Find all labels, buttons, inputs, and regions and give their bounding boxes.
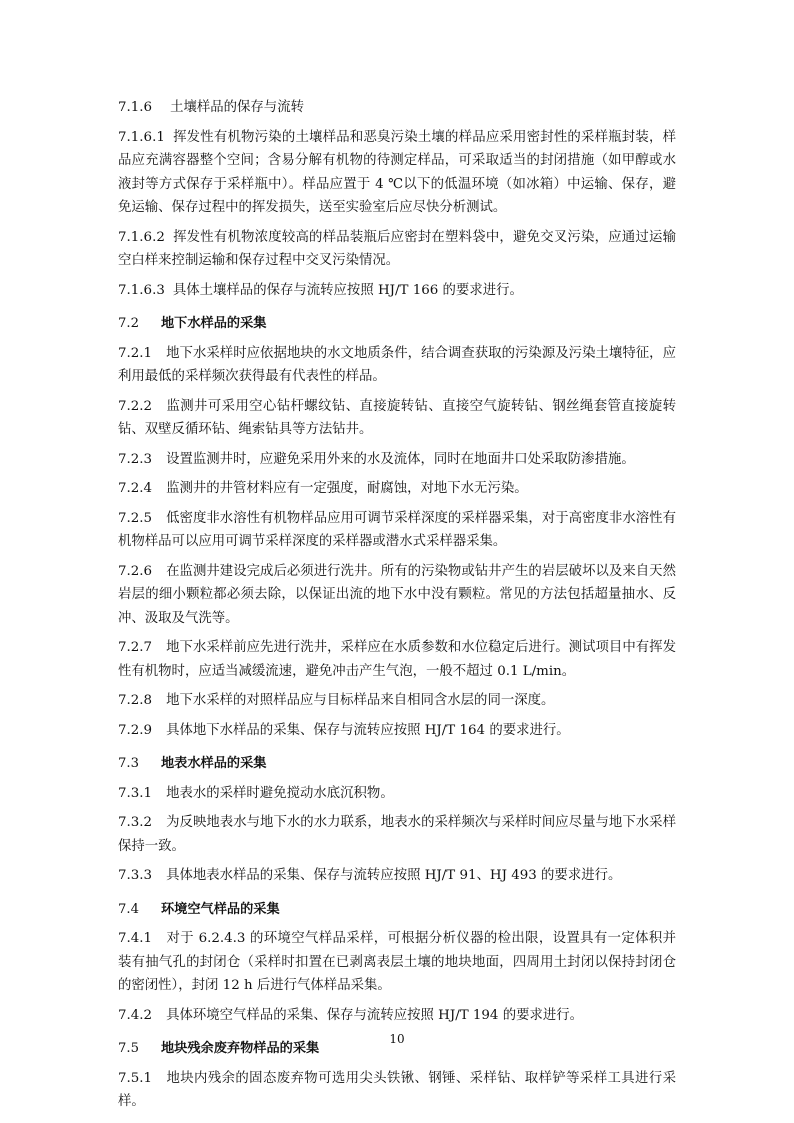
clause-number: 7.2.1 <box>118 345 153 361</box>
clause-text: 低密度非水溶性有机物样品应用可调节采样深度的采样器采集，对于高密度非水溶性有机物样品可以应用可调节采样深度的采样器或潜水式采样器采集。 <box>118 510 676 549</box>
clause-7-2-7 <box>118 636 676 683</box>
clause-text: 地下水采样的对照样品应与目标样品来自相同含水层的同一深度。 <box>166 693 555 708</box>
heading-7-4 <box>118 898 676 922</box>
clause-7-4-2 <box>118 1004 676 1028</box>
clause-number: 7.2.4 <box>118 481 153 496</box>
heading-number: 7.5 <box>118 1041 139 1056</box>
clause-text: 具体地表水样品的采集、保存与流转应按照 HJ/T 91、HJ 493 的要求进行。 <box>166 868 622 883</box>
section-7-1-6 <box>118 96 676 120</box>
section-title: 土壤样品的保存与流转 <box>170 100 304 115</box>
clause-number: 7.2.6 <box>118 563 153 579</box>
clause-number: 7.1.6.1 <box>118 129 165 145</box>
heading-text: 地块残余废弃物样品的采集 <box>160 1041 320 1056</box>
section-number: 7.1.6 <box>118 100 153 115</box>
document-page <box>118 96 676 1120</box>
clause-number: 7.3.2 <box>118 815 153 830</box>
clause-number: 7.4.2 <box>118 1007 153 1023</box>
clause-7-5-1 <box>118 1067 676 1114</box>
heading-number: 7.2 <box>118 316 139 331</box>
clause-7-2-4 <box>118 477 676 501</box>
clause-7-2-6 <box>118 560 676 631</box>
clause-text: 监测井的井管材料应有一定强度，耐腐蚀，对地下水无污染。 <box>166 481 528 496</box>
clause-number: 7.1.6.3 <box>118 282 165 298</box>
clause-7-3-2 <box>118 811 676 858</box>
heading-7-3 <box>118 752 676 776</box>
clause-7-3-1 <box>118 782 676 806</box>
clause-text: 具体土壤样品的保存与流转应按照 HJ/T 166 的要求进行。 <box>172 282 523 298</box>
clause-text: 具体环境空气样品的采集、保存与流转应按照 HJ/T 194 的要求进行。 <box>166 1007 584 1023</box>
clause-number: 7.2.5 <box>118 510 153 526</box>
clause-text: 地块内残余的固态废弃物可选用尖头铁锹、钢锤、采样钻、取样铲等采样工具进行采样。 <box>118 1070 676 1109</box>
clause-text: 为反映地表水与地下水的水力联系，地表水的采样频次与采样时间应尽量与地下水采样保持一致。 <box>118 815 676 854</box>
clause-number: 7.2.9 <box>118 722 153 738</box>
clause-text: 在监测井建设完成后必须进行洗井。所有的污染物或钻井产生的岩层破坏以及来自天然岩层的细小颗粒都必须去除，以保证出流的地下水中没有颗粒。常见的方法包括超量抽水、反冲、汲取及气洗等。 <box>118 563 676 626</box>
clause-7-1-6-3 <box>118 279 676 303</box>
clause-text: 地表水的采样时避免搅动水底沉积物。 <box>166 785 394 801</box>
clause-text: 挥发性有机物浓度较高的样品装瓶后应密封在塑料袋中，避免交叉污染，应通过运输空白样来控制运输和保存过程中交叉污染情况。 <box>118 229 676 268</box>
clause-number: 7.3.3 <box>118 868 153 883</box>
clause-7-2-3 <box>118 448 676 472</box>
clause-7-2-1 <box>118 342 676 389</box>
clause-text: 地下水采样时应依据地块的水文地质条件，结合调查获取的污染源及污染土壤特征，应利用最低的采样频次获得最有代表性的样品。 <box>118 345 676 384</box>
clause-7-4-1 <box>118 927 676 998</box>
heading-text: 地表水样品的采集 <box>160 756 267 771</box>
clause-7-1-6-1 <box>118 126 676 220</box>
clause-text: 对于 6.2.4.3 的环境空气样品采样，可根据分析仪器的检出限，设置具有一定体积并装有抽气孔的封闭仓（采样时扣置在已剥离表层土壤的地块地面，四周用土封闭以保持封闭仓的密闭性），封闭 12 h 后进行气体样品采集。 <box>118 931 676 993</box>
clause-text: 监测井可采用空心钻杆螺纹钻、直接旋转钻、直接空气旋转钻、钢丝绳套管直接旋转钻、双壁反循环钻、绳索钻具等方法钻井。 <box>118 398 676 437</box>
clause-text: 具体地下水样品的采集、保存与流转应按照 HJ/T 164 的要求进行。 <box>166 722 570 738</box>
clause-number: 7.2.7 <box>118 640 153 655</box>
clause-7-1-6-2 <box>118 226 676 273</box>
clause-7-2-2 <box>118 395 676 442</box>
heading-7-2 <box>118 312 676 336</box>
clause-text: 地下水采样前应先进行洗井，采样应在水质参数和水位稳定后进行。测试项目中有挥发性有机物时，应适当减缓流速，避免冲击产生气泡，一般不超过 0.1 L/min。 <box>118 640 676 679</box>
clause-number: 7.1.6.2 <box>118 229 165 245</box>
clause-number: 7.2.8 <box>118 693 153 708</box>
heading-number: 7.4 <box>118 901 139 917</box>
heading-text: 地下水样品的采集 <box>160 316 267 331</box>
clause-7-2-9 <box>118 719 676 743</box>
clause-text: 挥发性有机物污染的土壤样品和恶臭污染土壤的样品应采用密封性的采样瓶封装，样品应充满容器整个空间；含易分解有机物的待测定样品，可采取适当的封闭措施（如甲醇或水液封等方式保存于采样瓶中）。样品应置于 4 ℃以下的低温环境（如冰箱）中运输、保存，避免运输、保存过程中的挥发损失，送至实验室后应尽快分析测试。 <box>118 129 676 215</box>
clause-number: 7.3.1 <box>118 785 153 801</box>
clause-7-2-5 <box>118 507 676 554</box>
clause-text: 设置监测井时，应避免采用外来的水及流体，同时在地面井口处采取防渗措施。 <box>166 451 635 467</box>
clause-number: 7.2.3 <box>118 451 153 467</box>
heading-number: 7.3 <box>118 756 139 771</box>
clause-number: 7.5.1 <box>118 1070 153 1086</box>
heading-text: 环境空气样品的采集 <box>160 901 280 917</box>
page-number: 10 <box>389 1032 405 1046</box>
clause-number: 7.2.2 <box>118 398 153 414</box>
clause-number: 7.4.1 <box>118 931 153 946</box>
clause-7-2-8 <box>118 689 676 713</box>
clause-7-3-3 <box>118 864 676 888</box>
